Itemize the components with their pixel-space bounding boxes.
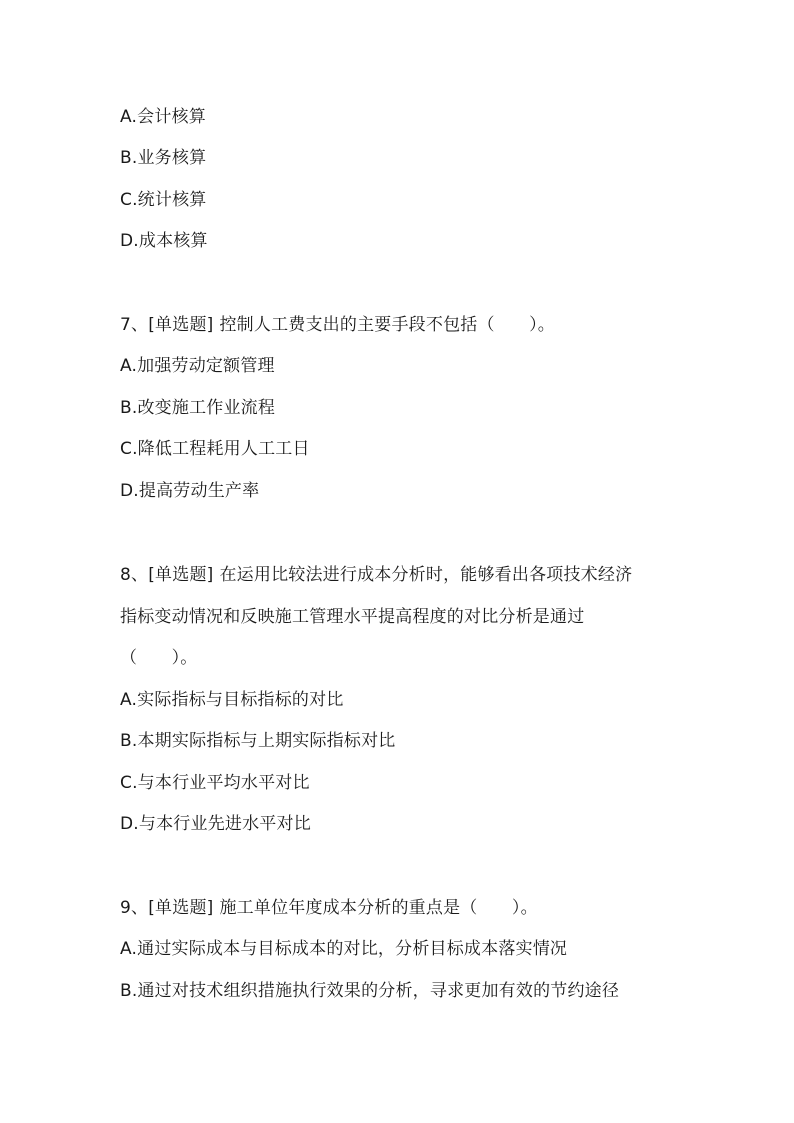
- prev-option-a: A.会计核算: [120, 107, 206, 127]
- question-8-option-d: D.与本行业先进水平对比: [120, 814, 311, 834]
- question-7-option-d: D.提高劳动生产率: [120, 481, 260, 501]
- question-7-number: 7、: [120, 315, 149, 335]
- question-9-text: 施工单位年度成本分析的重点是（ ）。: [219, 898, 538, 918]
- question-9-option-b: B.通过对技术组织措施执行效果的分析，寻求更加有效的节约途径: [120, 981, 620, 1001]
- question-8-text-line1: 在运用比较法进行成本分析时，能够看出各项技术经济: [219, 565, 633, 585]
- question-7-option-c: C.降低工程耗用人工工日: [120, 439, 310, 459]
- question-8-stem-line3: （ ）。: [120, 648, 198, 668]
- question-8-stem-line1: [120, 564, 632, 586]
- question-8-number: 8、: [120, 565, 149, 585]
- question-8-type: [单选题]: [148, 565, 214, 585]
- question-8-option-b: B.本期实际指标与上期实际指标对比: [120, 731, 396, 751]
- question-9-number: 9、: [120, 898, 149, 918]
- question-8-option-c: C.与本行业平均水平对比: [120, 773, 310, 793]
- question-8-option-a: A.实际指标与目标指标的对比: [120, 690, 344, 710]
- question-9-stem: [120, 897, 538, 919]
- question-7-option-b: B.改变施工作业流程: [120, 398, 276, 418]
- question-7-type: [单选题]: [148, 315, 214, 335]
- question-8-stem-line2: 指标变动情况和反映施工管理水平提高程度的对比分析是通过: [120, 607, 585, 627]
- question-7-stem: [120, 314, 555, 336]
- prev-option-d: D.成本核算: [120, 231, 208, 251]
- prev-option-c: C.统计核算: [120, 190, 207, 210]
- question-7-option-a: A.加强劳动定额管理: [120, 356, 275, 376]
- question-9-type: [单选题]: [148, 898, 214, 918]
- question-7-text: 控制人工费支出的主要手段不包括（ ）。: [219, 315, 555, 335]
- prev-option-b: B.业务核算: [120, 148, 207, 168]
- question-9-option-a: A.通过实际成本与目标成本的对比，分析目标成本落实情况: [120, 939, 568, 959]
